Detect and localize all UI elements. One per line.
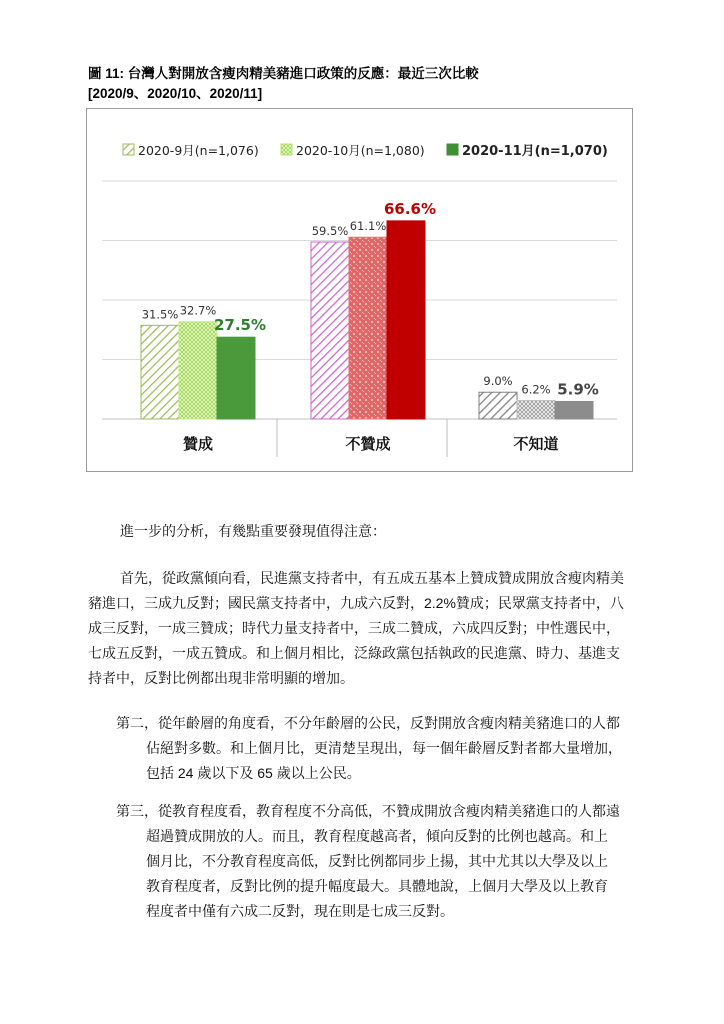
- third-line: 教育程度者，反對比例的提升幅度最大。具體地說，上個月大學及以上教育: [146, 878, 608, 894]
- bar: [349, 237, 387, 419]
- second-line: 包括 24 歲以下及 65 歲以上公民。: [146, 765, 361, 781]
- intro-text: 進一步的分析，有幾點重要發現值得注意：: [120, 523, 386, 539]
- bar: [387, 221, 425, 419]
- category-label: 贊成: [182, 435, 214, 453]
- first-line: 豬進口，三成九反對；國民黨支持者中，九成六反對，2.2%贊成；民眾黨支持者中，八: [88, 595, 624, 611]
- bar: [311, 242, 349, 419]
- first-line: 七成五反對，一成五贊成。和上個月相比，泛綠政黨包括執政的民進黨、時力、基進支: [88, 645, 620, 661]
- bar: [517, 401, 555, 419]
- legend-label: 2020-11月(n=1,070): [462, 144, 608, 159]
- data-label: 31.5%: [141, 307, 179, 322]
- third-line: 超過贊成開放的人。而且，教育程度越高者，傾向反對的比例也越高。和上: [146, 828, 608, 844]
- bar-chart: [87, 109, 632, 471]
- paragraph-third: [88, 799, 620, 924]
- data-label: 66.6%: [383, 199, 437, 218]
- bar: [555, 401, 593, 419]
- category-label: 不贊成: [345, 435, 391, 453]
- bar: [479, 392, 517, 419]
- data-label: 32.7%: [179, 303, 217, 318]
- data-label: 5.9%: [557, 380, 599, 399]
- figure-title-line2: [2020/9、2020/10、2020/11]: [88, 86, 263, 101]
- first-line: 首先，從政黨傾向看，民進黨支持者中，有五成五基本上贊成贊成開放含瘦肉精美: [120, 570, 624, 586]
- paragraph-second: [88, 711, 622, 786]
- figure-title-line1: 圖 11: 台灣人對開放含瘦肉精美豬進口政策的反應：最近三次比較: [88, 66, 479, 81]
- legend-label: 2020-9月(n=1,076): [138, 143, 259, 158]
- legend-label: 2020-10月(n=1,080): [296, 143, 425, 158]
- data-label: 27.5%: [213, 316, 267, 335]
- legend-swatch: [123, 144, 134, 155]
- data-label: 61.1%: [349, 219, 387, 234]
- category-label: 不知道: [513, 435, 559, 453]
- bar: [217, 337, 255, 419]
- bar: [141, 325, 179, 419]
- second-line: 佔絕對多數。和上個月比，更清楚呈現出，每一個年齡層反對者都大量增加，: [146, 740, 622, 756]
- first-line: 成三反對，一成三贊成；時代力量支持者中，三成二贊成，六成四反對；中性選民中，: [88, 620, 620, 636]
- data-label: 6.2%: [521, 382, 551, 397]
- data-label: 9.0%: [483, 374, 513, 389]
- paragraph-first: [88, 566, 628, 691]
- third-line: 第三，從教育程度看，教育程度不分高低，不贊成開放含瘦肉精美豬進口的人都遠: [116, 803, 620, 819]
- figure-title: [88, 64, 479, 104]
- paragraph-intro: [120, 519, 386, 544]
- legend-swatch: [447, 144, 458, 155]
- second-line: 第二，從年齡層的角度看，不分年齡層的公民，反對開放含瘦肉精美豬進口的人都: [116, 715, 620, 731]
- first-line: 持者中，反對比例都出現非常明顯的增加。: [88, 670, 354, 686]
- chart-frame: [86, 108, 633, 472]
- data-label: 59.5%: [311, 223, 349, 238]
- bar: [179, 322, 217, 419]
- legend-swatch: [281, 144, 292, 155]
- third-line: 個月比，不分教育程度高低，反對比例都同步上揚，其中尤其以大學及以上: [146, 853, 608, 869]
- third-line: 程度者中僅有六成二反對，現在則是七成三反對。: [146, 903, 454, 919]
